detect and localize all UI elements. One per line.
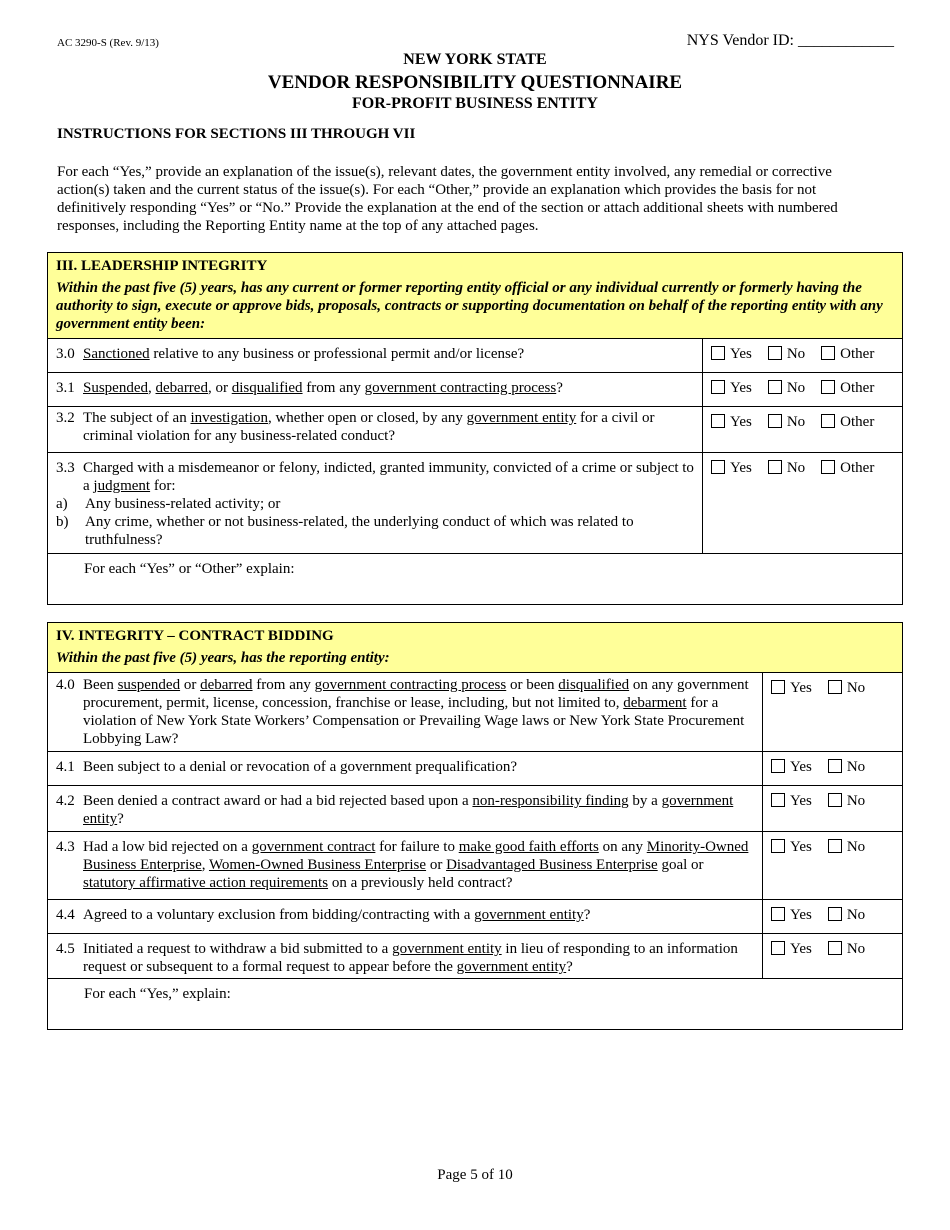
section-intro: Within the past five (5) years, has the reporting entity: [56, 650, 390, 666]
explain-label: For each “Yes,” explain: [84, 986, 231, 1002]
sub-item-b: b) Any crime, whether or not business-related, the underlying conduct of which was related to truthfulness? [56, 514, 634, 548]
page-title: VENDOR RESPONSIBILITY QUESTIONNAIRE [267, 72, 683, 93]
explain-area[interactable] [48, 979, 902, 1029]
question-number: 4.1 [56, 759, 75, 775]
yes-checkbox[interactable]: Yes [711, 459, 752, 553]
sub-item-a: a) Any business-related activity; or [56, 496, 281, 512]
question-number: 3.1 [56, 380, 75, 396]
question-text: Charged with a misdemeanor or felony, indicted, granted immunity, convicted of a crime or subject to a judgment for: a) Any business-related activity; or b) Any crime, whether or not business-related, the underlying conduct of which was related to truthfulness? [56, 460, 694, 548]
question-number: 3.2 [56, 410, 75, 426]
no-checkbox[interactable]: No [768, 459, 805, 553]
yes-checkbox[interactable]: Yes [771, 906, 812, 933]
answer-options [702, 339, 902, 372]
yes-checkbox[interactable]: Yes [711, 413, 752, 452]
yes-checkbox[interactable]: Yes [771, 838, 812, 899]
question-number: 3.0 [56, 346, 75, 362]
page-subtitle: FOR-PROFIT BUSINESS ENTITY [352, 95, 598, 112]
no-checkbox[interactable]: No [828, 679, 865, 751]
question-number: 4.4 [56, 907, 75, 923]
no-checkbox[interactable]: No [768, 379, 805, 406]
answer-options [762, 786, 902, 831]
answer-options [762, 832, 902, 899]
yes-checkbox[interactable]: Yes [711, 379, 752, 406]
question-row-4-3 [48, 832, 902, 900]
no-checkbox[interactable]: No [828, 758, 865, 785]
title-state: NEW YORK STATE [403, 51, 547, 68]
no-checkbox[interactable]: No [828, 906, 865, 933]
question-text: Suspended, debarred, or disqualified from any government contracting process? [83, 380, 563, 396]
question-row-3-3 [48, 453, 902, 554]
question-row-4-2 [48, 786, 902, 832]
section-title: III. LEADERSHIP INTEGRITY [56, 258, 268, 274]
question-text: Been subject to a denial or revocation of a government prequalification? [83, 759, 517, 775]
question-text: Sanctioned relative to any business or professional permit and/or license? [83, 346, 525, 362]
question-row-4-1 [48, 752, 902, 786]
answer-options [702, 407, 902, 452]
other-checkbox[interactable]: Other [821, 345, 874, 372]
question-text: Initiated a request to withdraw a bid submitted to a government entity in lieu of responding to an information request or subsequent to a formal request to appear before the government entity? [83, 941, 738, 975]
section-title: IV. INTEGRITY – CONTRACT BIDDING [56, 628, 334, 644]
other-checkbox[interactable]: Other [821, 379, 874, 406]
section-contract-bidding [47, 622, 903, 1030]
question-text: Agreed to a voluntary exclusion from bidding/contracting with a government entity? [83, 907, 591, 923]
question-number: 4.0 [56, 677, 75, 693]
section-header [48, 253, 902, 339]
yes-checkbox[interactable]: Yes [711, 345, 752, 372]
yes-checkbox[interactable]: Yes [771, 940, 812, 978]
page-number: Page 5 of 10 [437, 1167, 513, 1183]
answer-options [762, 752, 902, 785]
question-text: Had a low bid rejected on a government contract for failure to make good faith efforts on any Minority-Owned Business Enterprise, Women-Owned Business Enterprise or Disadvantaged Business Enterprise goal or statutory affirmative action requirements on a previously held contract? [83, 839, 749, 891]
question-row-4-0 [48, 673, 902, 752]
no-checkbox[interactable]: No [828, 838, 865, 899]
section-intro: Within the past five (5) years, has any current or former reporting entity official or any individual currently or formerly having the authority to sign, execute or approve bids, proposals, contracts or supporting documentation on behalf of the reporting entity with any government entity been: [56, 280, 883, 332]
section-header [48, 623, 902, 673]
answer-options [762, 900, 902, 933]
answer-options [762, 673, 902, 751]
section-leadership-integrity [47, 252, 903, 605]
question-row-4-5 [48, 934, 902, 979]
question-text: The subject of an investigation, whether open or closed, by any government entity for a civil or criminal violation for any business-related conduct? [83, 410, 655, 444]
no-checkbox[interactable]: No [828, 940, 865, 978]
no-checkbox[interactable]: No [768, 413, 805, 452]
instructions-text: For each “Yes,” provide an explanation of the issue(s), relevant dates, the government entity involved, any remedial or corrective action(s) taken and the current status of the issue(s). For each “Other,” provide an explanation which provides the basis for not definitively responding “Yes” or “No.” Provide the explanation at the end of the section or attach additional sheets with numbered responses, including the Reporting Entity name at the top of any attached pages. [57, 164, 838, 234]
question-row-3-2 [48, 407, 902, 453]
yes-checkbox[interactable]: Yes [771, 792, 812, 831]
question-row-3-1 [48, 373, 902, 407]
question-row-4-4 [48, 900, 902, 934]
question-text: Been suspended or debarred from any government contracting process or been disqualified on any government procurement, permit, license, concession, franchise or lease, including, but not limited to, debarment for a violation of New York State Workers’ Compensation or Prevailing Wage laws or New York State Procurement Lobbying Law? [83, 677, 749, 747]
explain-label: For each “Yes” or “Other” explain: [84, 561, 295, 577]
question-text: Been denied a contract award or had a bid rejected based upon a non-responsibility finding by a government entity? [83, 793, 734, 827]
question-number: 3.3 [56, 460, 75, 476]
form-id: AC 3290-S (Rev. 9/13) [57, 37, 159, 49]
instructions-heading: INSTRUCTIONS FOR SECTIONS III THROUGH VII [57, 126, 416, 142]
other-checkbox[interactable]: Other [821, 413, 874, 452]
explain-area[interactable] [48, 554, 902, 604]
answer-options [702, 373, 902, 406]
other-checkbox[interactable]: Other [821, 459, 874, 553]
question-number: 4.3 [56, 839, 75, 855]
no-checkbox[interactable]: No [768, 345, 805, 372]
no-checkbox[interactable]: No [828, 792, 865, 831]
answer-options [702, 453, 902, 553]
question-number: 4.2 [56, 793, 75, 809]
yes-checkbox[interactable]: Yes [771, 679, 812, 751]
question-number: 4.5 [56, 941, 75, 957]
yes-checkbox[interactable]: Yes [771, 758, 812, 785]
question-row-3-0 [48, 339, 902, 373]
vendor-id-field[interactable]: NYS Vendor ID: ____________ [686, 32, 894, 49]
answer-options [762, 934, 902, 978]
